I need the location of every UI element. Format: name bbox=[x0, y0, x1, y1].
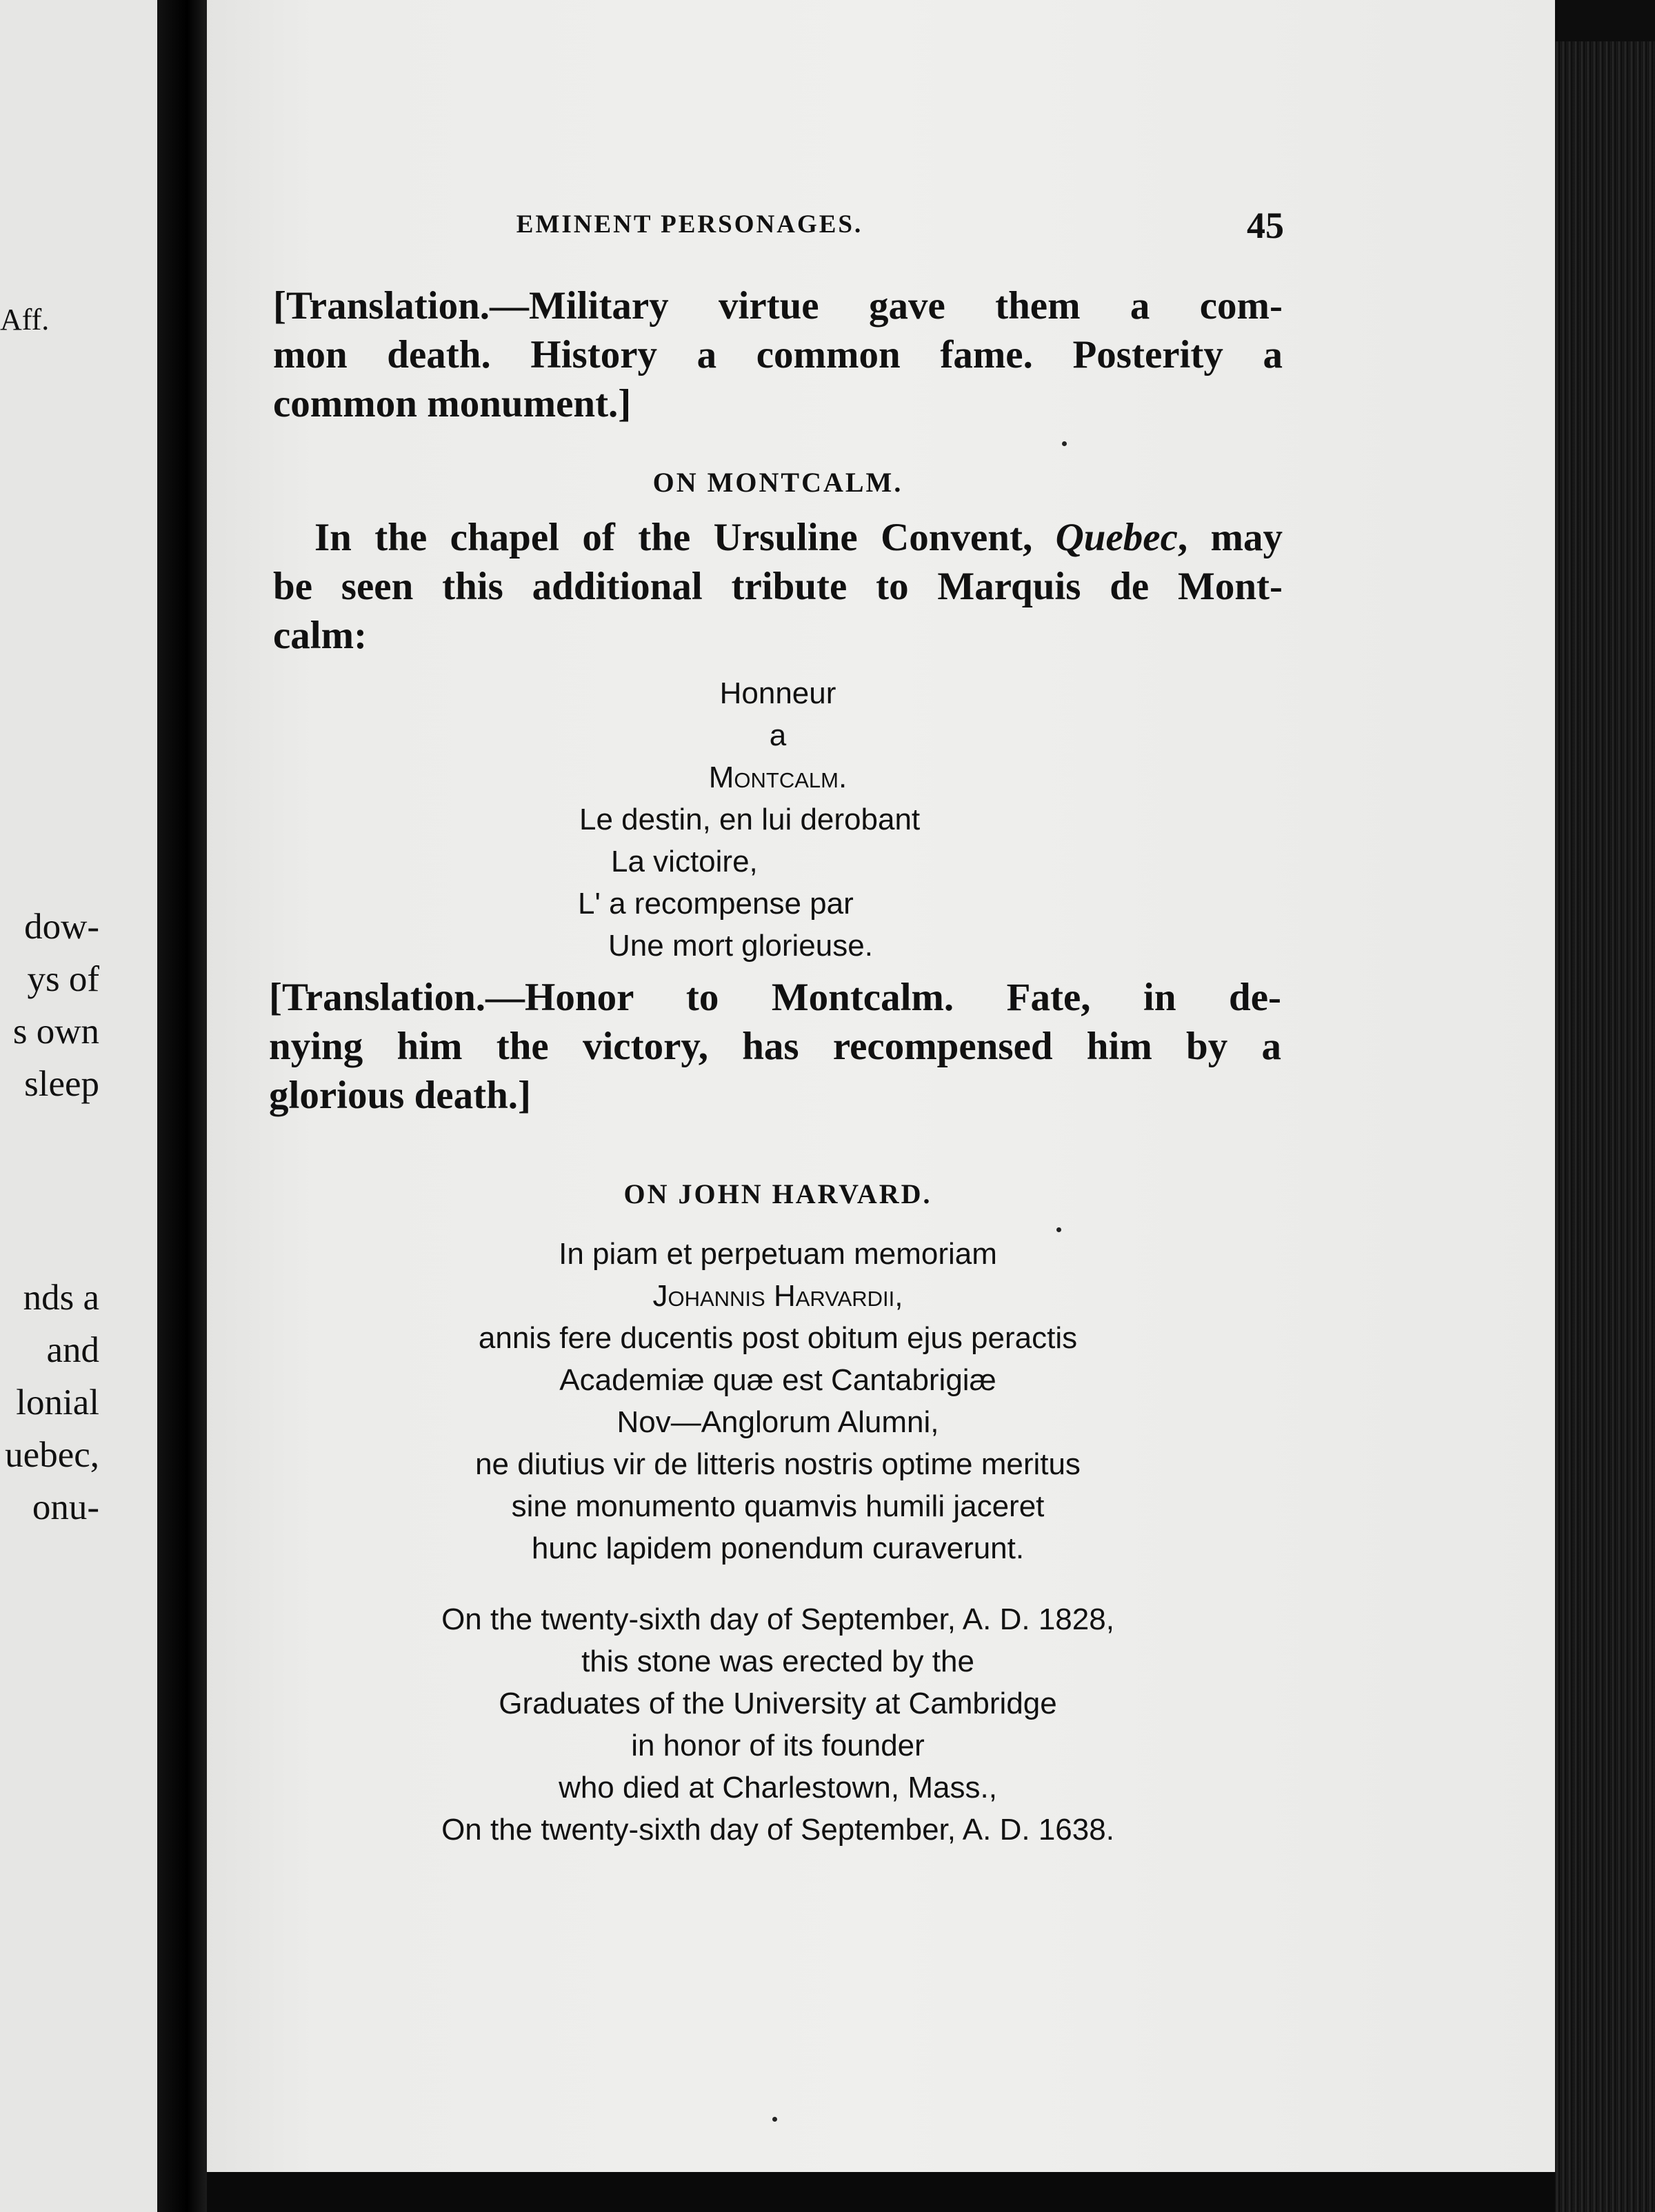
latin-line: Academiæ quæ est Cantabrigiæ bbox=[559, 1363, 996, 1397]
inscription-line: La victoire, bbox=[611, 845, 758, 878]
inscription-line: Une mort glorieuse. bbox=[608, 929, 873, 963]
ink-speck bbox=[1062, 441, 1067, 446]
previous-page-line: lonial bbox=[16, 1382, 99, 1422]
previous-page-line: onu- bbox=[32, 1487, 99, 1527]
running-head bbox=[386, 204, 1290, 245]
latin-line: Johannis Harvardii, bbox=[652, 1279, 903, 1313]
paragraph-line: be seen this additional tribute to Marquis de Mont- bbox=[273, 565, 1283, 608]
english-line: On the twenty-sixth day of September, A. D. 1828, bbox=[441, 1602, 1114, 1636]
previous-page-line: ys of bbox=[27, 959, 99, 999]
page-edges bbox=[1555, 41, 1655, 2212]
english-line: in honor of its founder bbox=[631, 1729, 925, 1762]
inscription-line: Le destin, en lui derobant bbox=[579, 803, 921, 836]
page-number: 45 bbox=[1247, 205, 1284, 246]
paragraph-line: nying him the victory, has recompensed him by a bbox=[269, 1025, 1281, 1068]
english-line: who died at Charlestown, Mass., bbox=[559, 1771, 997, 1804]
harvard-latin-inscription bbox=[273, 1233, 1283, 1569]
inscription-line: Montcalm. bbox=[708, 761, 847, 794]
paragraph-line: calm: bbox=[273, 614, 368, 657]
paragraph-line: [Translation.—Honor to Montcalm. Fate, in de- bbox=[269, 976, 1281, 1019]
latin-line: hunc lapidem ponendum curaverunt. bbox=[531, 1531, 1025, 1565]
previous-page-line: sleep bbox=[24, 1064, 99, 1104]
english-line: this stone was erected by the bbox=[581, 1645, 974, 1678]
latin-line: Nov—Anglorum Alumni, bbox=[616, 1405, 939, 1439]
previous-page-line: nds a bbox=[23, 1278, 99, 1318]
montcalm-intro-paragraph bbox=[273, 513, 1283, 660]
previous-page-line: s own bbox=[12, 1012, 99, 1052]
previous-page-line: uebec, bbox=[5, 1435, 99, 1475]
ink-speck bbox=[772, 2117, 777, 2122]
paragraph-line: [Translation.—Military virtue gave them a com- bbox=[273, 284, 1283, 328]
running-title: EMINENT PERSONAGES. bbox=[516, 210, 863, 239]
paragraph-line bbox=[273, 513, 1283, 562]
previous-page-line: and bbox=[46, 1330, 99, 1370]
montcalm-translation-paragraph bbox=[269, 973, 1281, 1120]
latin-line: sine monumento quamvis humili jaceret bbox=[511, 1489, 1045, 1523]
bottom-shadow bbox=[207, 2172, 1555, 2212]
translation-paragraph bbox=[273, 281, 1283, 428]
harvard-english-inscription bbox=[273, 1598, 1283, 1851]
ink-speck bbox=[1056, 1227, 1061, 1232]
intro-text: , may bbox=[1177, 516, 1283, 559]
inscription-line: a bbox=[769, 718, 787, 752]
previous-page-fragment bbox=[0, 0, 157, 2212]
montcalm-inscription-centered bbox=[273, 672, 1283, 798]
latin-line: annis fere ducentis post obitum ejus peractis bbox=[478, 1321, 1078, 1355]
paragraph-line: common monument.] bbox=[273, 382, 632, 425]
english-line: Graduates of the University at Cambridge bbox=[499, 1687, 1057, 1720]
paragraph-line: mon death. History a common fame. Posterity a bbox=[273, 333, 1283, 376]
section-heading-harvard: ON JOHN HARVARD. bbox=[623, 1178, 932, 1209]
inscription-line: Honneur bbox=[719, 676, 836, 710]
english-line: On the twenty-sixth day of September, A. D. 1638. bbox=[441, 1813, 1114, 1847]
previous-page-line: dow- bbox=[24, 907, 99, 947]
book-gutter bbox=[157, 0, 207, 2212]
paragraph-line: glorious death.] bbox=[269, 1074, 532, 1117]
intro-italic-place: Quebec bbox=[1055, 516, 1178, 559]
section-heading-montcalm: ON MONTCALM. bbox=[652, 467, 903, 498]
inscription-line: L' a recompense par bbox=[578, 887, 854, 921]
latin-line: In piam et perpetuam memoriam bbox=[559, 1237, 997, 1271]
latin-line: ne diutius vir de litteris nostris optime meritus bbox=[475, 1447, 1081, 1481]
intro-text: In the chapel of the Ursuline Convent, bbox=[314, 516, 1056, 559]
previous-page-header-fragment: Aff. bbox=[0, 303, 50, 336]
